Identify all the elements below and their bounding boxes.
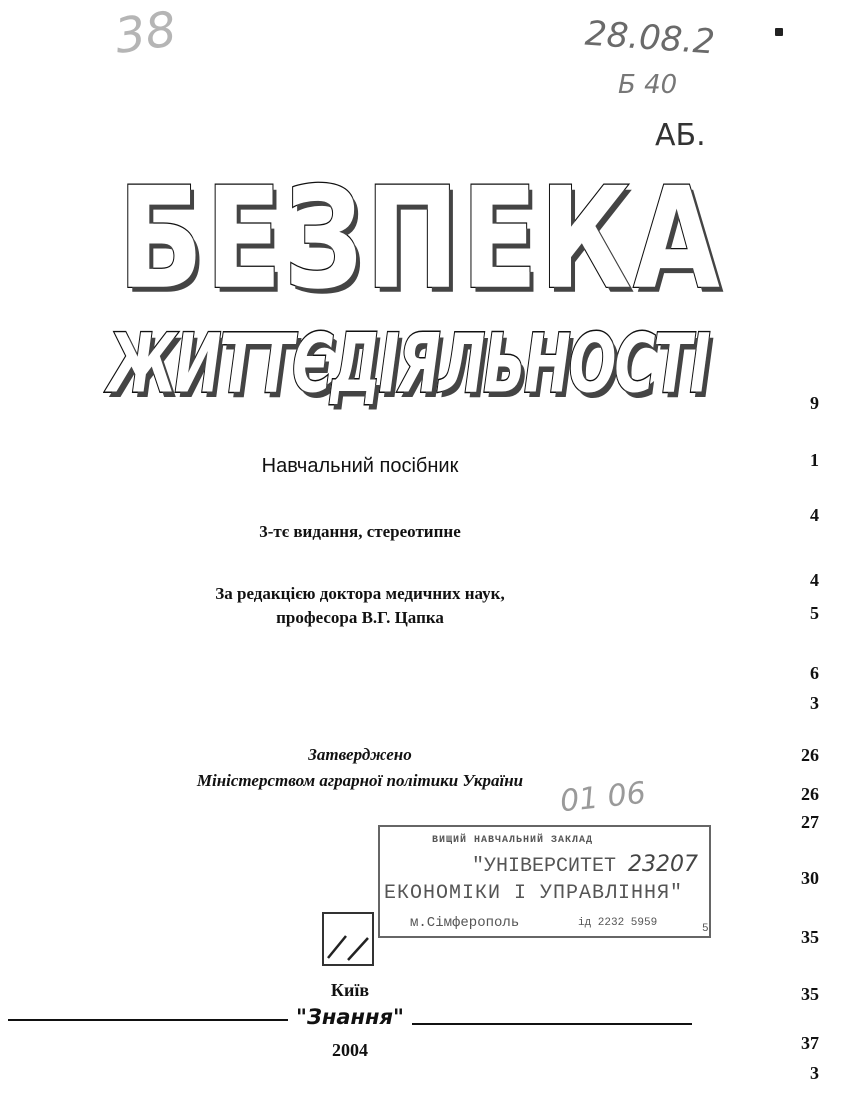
edition-info: 3-тє видання, стереотипне [259, 522, 461, 541]
approval-line-1: Затверджено [308, 745, 412, 764]
margin-page-number: 1 [810, 450, 819, 470]
book-title-line-2: ЖИТТЄДІЯЛЬНОСТІ [108, 317, 709, 412]
margin-page-number: 35 [801, 927, 819, 947]
stamp-inventory-number: 23207 [628, 852, 699, 877]
handwritten-initials: АБ. [655, 118, 706, 153]
margin-page-number: 6 [810, 663, 819, 683]
margin-page-number: 35 [801, 984, 819, 1004]
margin-page-number: 37 [801, 1033, 819, 1053]
handwritten-code: Б 40 [618, 70, 678, 100]
margin-page-number: 27 [801, 812, 819, 832]
stamp-line-1: ВИЩИЙ НАВЧАЛЬНИЙ ЗАКЛАД [432, 835, 594, 846]
stamp-line-4: м.Сімферополь [410, 915, 520, 931]
ink-dot [775, 28, 783, 36]
approval-line-2: Міністерством аграрної політики України [196, 771, 524, 790]
handwritten-numbers: 01 06 [558, 775, 648, 820]
margin-page-number: 3 [810, 1063, 819, 1083]
margin-page-number: 5 [810, 603, 819, 623]
library-stamp [378, 825, 711, 938]
handwritten-mark: 38 [111, 1, 180, 65]
stamp-code: ід 2232 5959 [578, 917, 658, 929]
editor-line-2: професора В.Г. Цапка [276, 608, 444, 627]
stamp-line-2: "УНІВЕРСИТЕТ 23207 [472, 852, 699, 878]
slash-mark-icon [324, 914, 372, 964]
imprint-city: Київ [330, 980, 370, 1000]
imprint-publisher: "Знання" [296, 1005, 404, 1029]
stamp-line-3: ЕКОНОМІКИ І УПРАВЛІННЯ" [384, 882, 684, 905]
margin-page-number: 4 [810, 505, 819, 525]
margin-page-number: 26 [801, 745, 819, 765]
margin-page-number: 4 [810, 570, 819, 590]
editor-line-1: За редакцією доктора медичних наук, [215, 584, 505, 603]
imprint-year: 2004 [332, 1040, 368, 1060]
margin-page-number: 26 [801, 784, 819, 804]
book-title-line-1: БЕЗПЕКА [118, 158, 722, 321]
publisher-logo [322, 912, 374, 966]
handwritten-date: 28.08.2 [583, 13, 717, 63]
divider-right [412, 1023, 692, 1025]
approval-note [80, 742, 640, 794]
margin-page-number: 30 [801, 868, 819, 888]
stamp-corner-number: 5 [702, 923, 709, 935]
margin-page-number: 3 [810, 693, 819, 713]
margin-page-number: 9 [810, 393, 819, 413]
book-subtitle: Навчальний посібник [261, 455, 459, 477]
editor-info [120, 582, 600, 630]
